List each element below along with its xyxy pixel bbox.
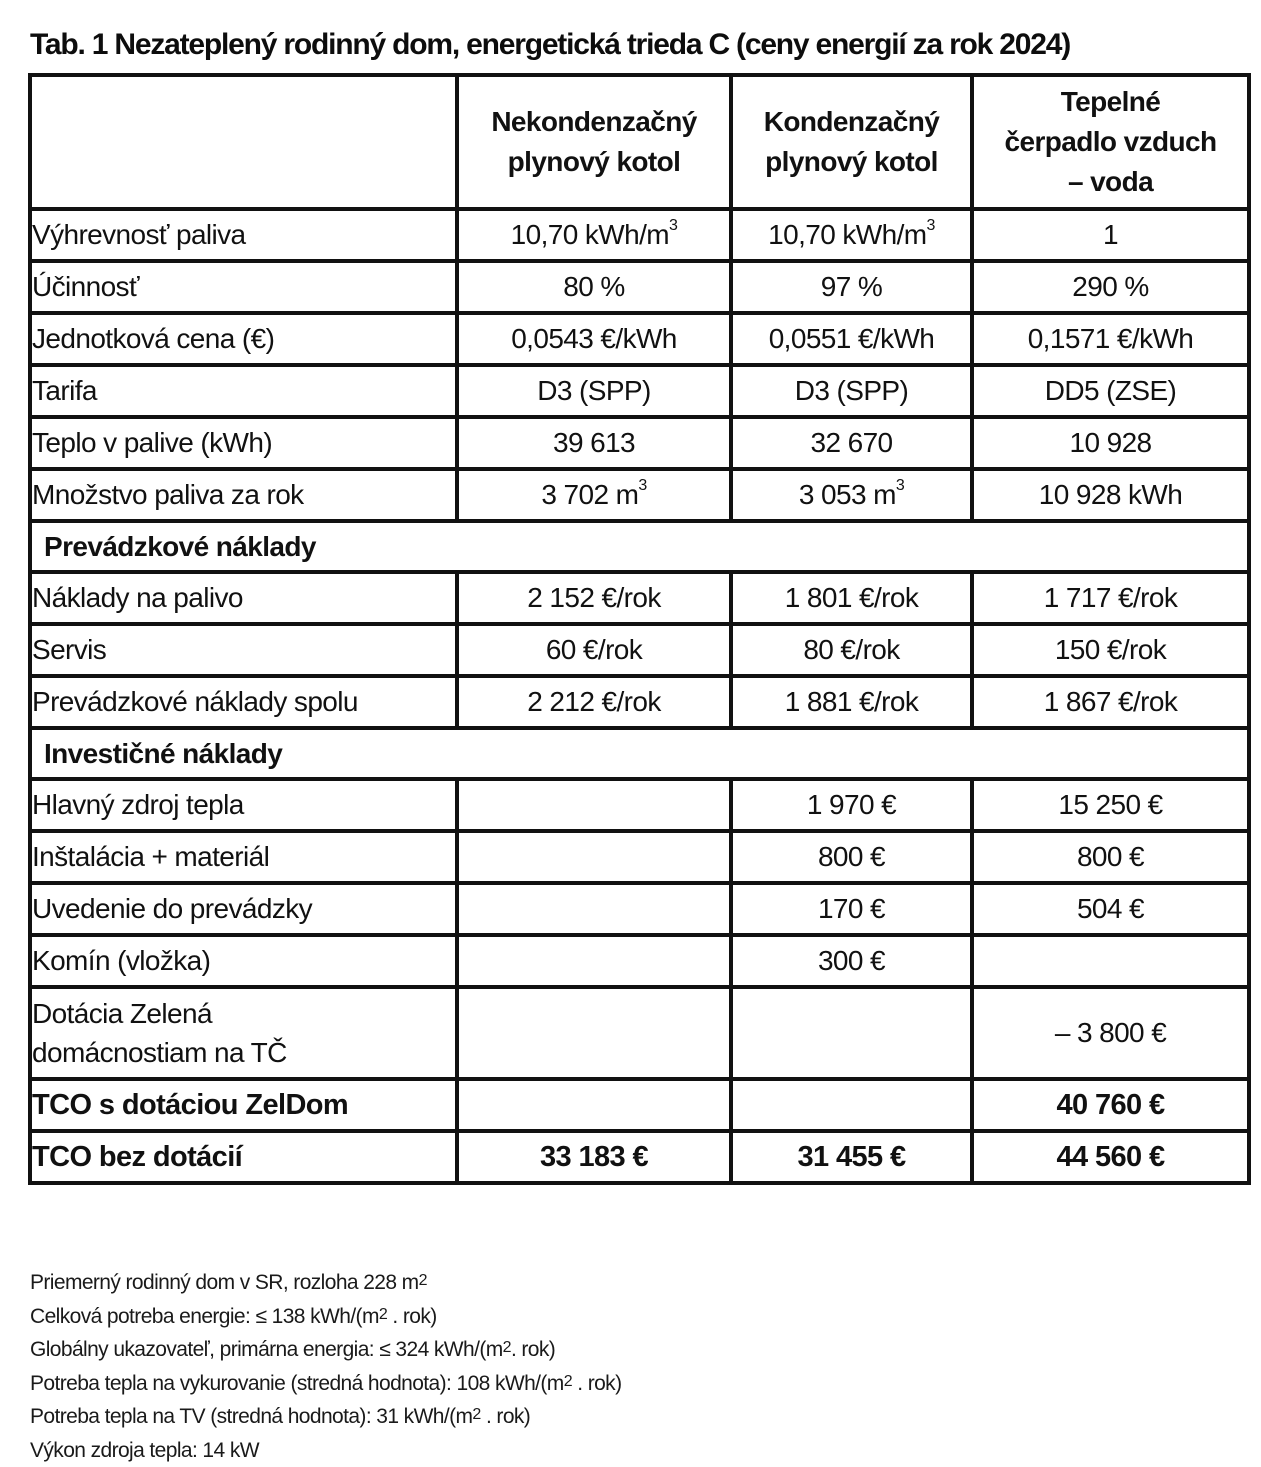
cell-value: 15 250 €: [972, 779, 1249, 831]
cell-value: [457, 883, 731, 935]
cell-value: [457, 987, 731, 1079]
row-label: TCO s dotáciou ZelDom: [30, 1079, 457, 1131]
table-row: [30, 469, 1249, 521]
section-header-operating-costs: [30, 521, 1249, 572]
cell-value: 10 928 kWh: [972, 469, 1249, 521]
cell-value: [457, 779, 731, 831]
cell-value: 1 970 €: [731, 779, 972, 831]
row-label: Uvedenie do prevádzky: [30, 883, 457, 935]
cell-value: [457, 1079, 731, 1131]
header-row: [30, 75, 1249, 209]
row-label: Náklady na palivo: [30, 572, 457, 624]
cell-value: 80 €/rok: [731, 624, 972, 676]
cell-value: 80 %: [457, 261, 731, 313]
table-row: [30, 572, 1249, 624]
cell-value: 800 €: [731, 831, 972, 883]
cell-value: 31 455 €: [731, 1131, 972, 1183]
row-label: Komín (vložka): [30, 935, 457, 987]
row-label: Jednotková cena (€): [30, 313, 457, 365]
cell-value: 300 €: [731, 935, 972, 987]
cell-value: 97 %: [731, 261, 972, 313]
footnotes: [30, 1266, 621, 1467]
cell-value: 290 %: [972, 261, 1249, 313]
cell-value: 39 613: [457, 417, 731, 469]
cell-value: 60 €/rok: [457, 624, 731, 676]
cell-value: 10,70 kWh/$m^3$: [731, 209, 972, 261]
cell-value: DD5 (ZSE): [972, 365, 1249, 417]
section-header-investment-costs: [30, 728, 1249, 779]
row-label: Teplo v palive (kWh): [30, 417, 457, 469]
cell-value: 150 €/rok: [972, 624, 1249, 676]
table-row: [30, 935, 1249, 987]
row-label: Tarifa: [30, 365, 457, 417]
footnote: Potreba tepla na vykurovanie (stredná hodnota): 108 kWh/($m^2$ . rok): [30, 1367, 621, 1401]
row-label: Hlavný zdroj tepla: [30, 779, 457, 831]
row-label: Servis: [30, 624, 457, 676]
table-row: [30, 417, 1249, 469]
cell-value: [731, 1079, 972, 1131]
footnote: Potreba tepla na TV (stredná hodnota): 31 kWh/($m^2$ . rok): [30, 1400, 621, 1434]
cell-value: 32 670: [731, 417, 972, 469]
row-label: Výhrevnosť paliva: [30, 209, 457, 261]
cell-value: 3 702 $m^3$: [457, 469, 731, 521]
cell-value: D3 (SPP): [731, 365, 972, 417]
footnote: Celková potreba energie: ≤ 138 kWh/($m^2$ . rok): [30, 1300, 621, 1334]
cell-value: [457, 831, 731, 883]
cell-value: 0,0543 €/kWh: [457, 313, 731, 365]
cell-value: 800 €: [972, 831, 1249, 883]
cell-value: 0,0551 €/kWh: [731, 313, 972, 365]
comparison-table: [28, 73, 1251, 1185]
table-row: [30, 676, 1249, 728]
header-heat-pump: Tepelné čerpadlo vzduch – voda: [972, 75, 1249, 209]
row-label: Účinnosť: [30, 261, 457, 313]
header-non-condensing-boiler: Nekondenzačný plynový kotol: [457, 75, 731, 209]
cell-value: 1 881 €/rok: [731, 676, 972, 728]
table-row-subsidy: [30, 987, 1249, 1079]
footnote: Výkon zdroja tepla: 14 kW: [30, 1434, 621, 1467]
row-label: TCO bez dotácií: [30, 1131, 457, 1183]
cell-value: [457, 935, 731, 987]
row-label: Množstvo paliva za rok: [30, 469, 457, 521]
table-row: [30, 209, 1249, 261]
table-row: [30, 261, 1249, 313]
header-empty-cell: [30, 75, 457, 209]
table-row: [30, 624, 1249, 676]
cell-value: D3 (SPP): [457, 365, 731, 417]
table-row: [30, 779, 1249, 831]
cell-value: [731, 987, 972, 1079]
footnote: Globálny ukazovateľ, primárna energia: ≤ 324 kWh/($m^2$. rok): [30, 1333, 621, 1367]
cell-value: 504 €: [972, 883, 1249, 935]
cell-value: 33 183 €: [457, 1131, 731, 1183]
cell-value: 2 152 €/rok: [457, 572, 731, 624]
cell-value: 170 €: [731, 883, 972, 935]
cell-value: 40 760 €: [972, 1079, 1249, 1131]
cell-value: 1 717 €/rok: [972, 572, 1249, 624]
table-row: [30, 365, 1249, 417]
cell-value: – 3 800 €: [972, 987, 1249, 1079]
table-row-tco-with-subsidy: [30, 1079, 1249, 1131]
table-row: [30, 313, 1249, 365]
cell-value: 1 801 €/rok: [731, 572, 972, 624]
table-row: [30, 883, 1249, 935]
cell-value: 10,70 kWh/$m^3$: [457, 209, 731, 261]
table-row: [30, 831, 1249, 883]
table-title: Tab. 1 Nezateplený rodinný dom, energetická trieda C (ceny energií za rok 2024): [30, 28, 1070, 62]
cell-value: 0,1571 €/kWh: [972, 313, 1249, 365]
cell-value: 2 212 €/rok: [457, 676, 731, 728]
row-label: Prevádzkové náklady spolu: [30, 676, 457, 728]
section-title: Investičné náklady: [30, 728, 1249, 779]
row-label: Inštalácia + materiál: [30, 831, 457, 883]
section-title: Prevádzkové náklady: [30, 521, 1249, 572]
table-row-tco-without-subsidy: [30, 1131, 1249, 1183]
header-condensing-boiler: Kondenzačný plynový kotol: [731, 75, 972, 209]
footnote: Priemerný rodinný dom v SR, rozloha 228 $m^2$: [30, 1266, 621, 1300]
cell-value: 10 928: [972, 417, 1249, 469]
cell-value: [972, 935, 1249, 987]
cell-value: 1: [972, 209, 1249, 261]
cell-value: 44 560 €: [972, 1131, 1249, 1183]
cell-value: 3 053 $m^3$: [731, 469, 972, 521]
cell-value: 1 867 €/rok: [972, 676, 1249, 728]
row-label: Dotácia Zelená domácnostiam na TČ: [30, 987, 457, 1079]
